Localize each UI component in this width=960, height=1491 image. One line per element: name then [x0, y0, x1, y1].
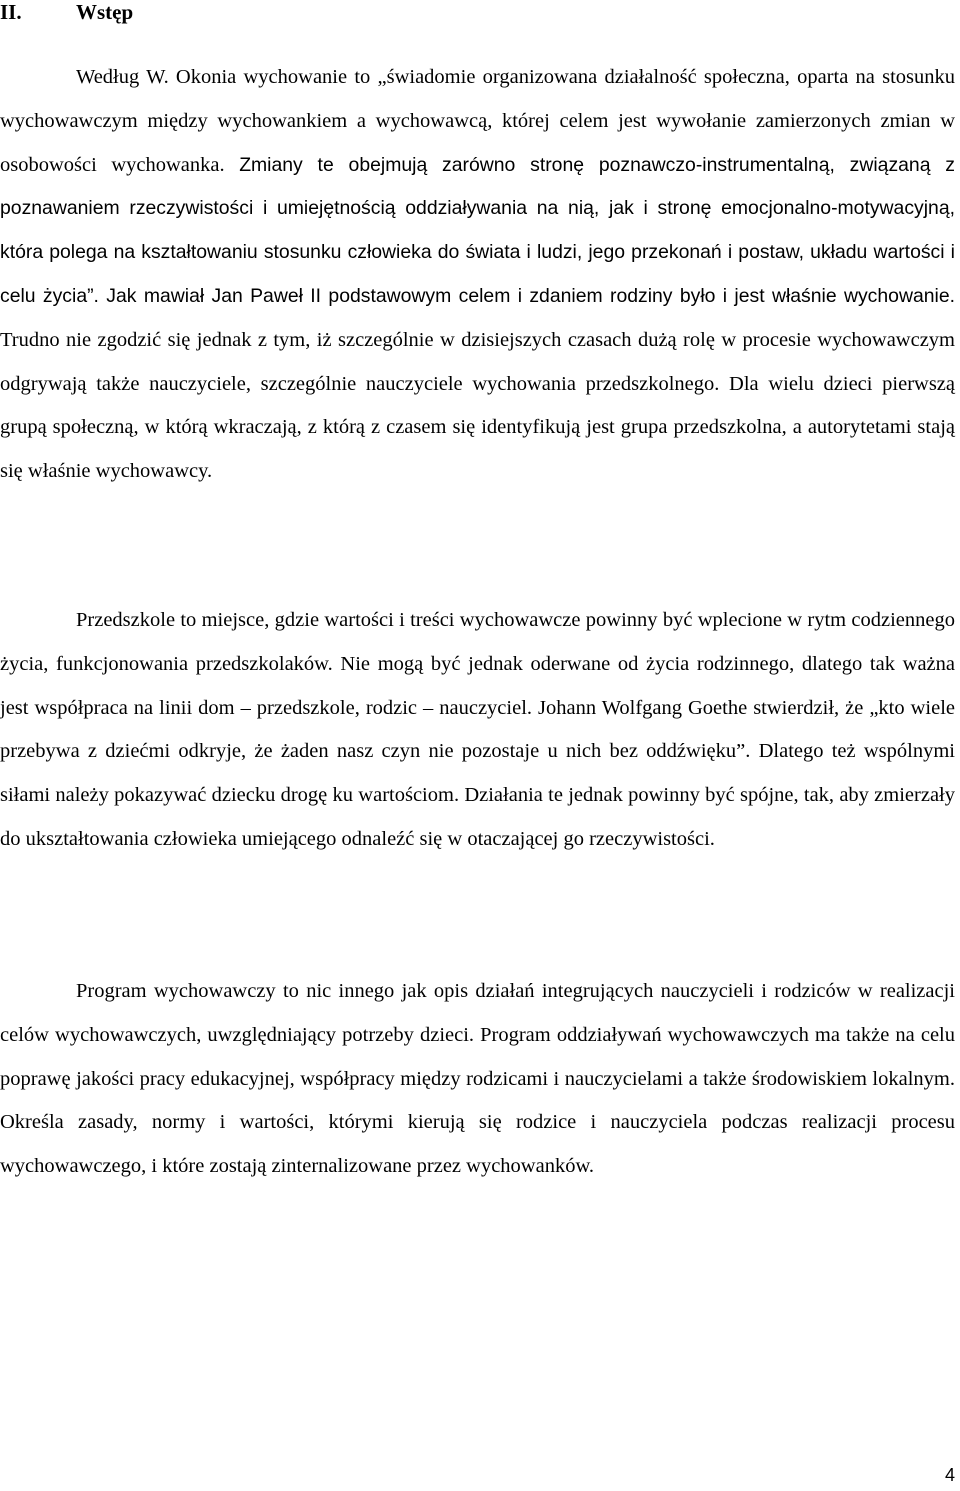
paragraph-1 [0, 56, 955, 494]
paragraph-2: Przedszkole to miejsce, gdzie wartości i treści wychowawcze powinny być wplecione w rytm codziennego życia, funkcjonowania przedszkolaków. Nie mogą być jednak oderwane od życia rodzinnego, dlatego tak ważna jest współpraca na linii dom – przedszkole, rodzic – nauczyciel. Johann Wolfgang Goethe stwierdził, że „kto wiele przebywa z dziećmi odkryje, że żaden nasz czyn nie pozostaje u nich bez oddźwięku”. Dlatego też wspólnymi siłami należy pokazywać dziecku drogę ku wartościom. Działania te jednak powinny być spójne, tak, aby zmierzały do ukształtowania człowieka umiejącego odnaleźć się w otaczającej go rzeczywistości. [0, 609, 955, 850]
paragraph-1-serif-end: Trudno nie zgodzić się jednak z tym, iż szczególnie w dzisiejszych czasach dużą rolę w procesie wychowawczym odgrywają także nauczyciele, szczególnie nauczyciele wychowania przedszkolnego. Dla wielu dzieci pierwszą grupą społeczną, w którą wkraczają, z którą z czasem się identyfikują jest grupa przedszkolna, a autorytetami stają się właśnie wychowawcy. [0, 328, 955, 483]
page-number: 4 [944, 1465, 955, 1485]
paragraph-1-serif-start: Według W. Okonia wychowanie to „świadomie organizowana działalność społeczna, oparta na stosunku wychowawczym między wychowankiem a wychowawcą, której celem jest wywołanie zamierzonych zmian w osobowości wychowanka. [0, 66, 955, 176]
paragraph-3: Program wychowawczy to nic innego jak opis działań integrujących nauczycieli i rodziców w realizacji celów wychowawczych, uwzględniający potrzeby dzieci. Program oddziaływań wychowawczych ma także na celu poprawę jakości pracy edukacyjnej, współpracy między rodzicami i nauczycielami a także środowiskiem lokalnym. Określa zasady, normy i wartości, którymi kierują się rodzice i nauczyciela podczas realizacji procesu wychowawczego, i które zostają zinternalizowane przez wychowanków. [0, 980, 955, 1178]
paragraph-1-sans-part: Zmiany te obejmują zarówno stronę poznawczo-instrumentalną, związaną z poznawaniem rzeczywistości i umiejętnością oddziaływania na nią, jak i stronę emocjonalno-motywacyjną, która polega na kształtowaniu stosunku człowieka do świata i ludzi, jego przekonań i postaw, układu wartości i celu życia”. Jak mawiał Jan Paweł II podstawowym celem i zdaniem rodziny było i jest właśnie wychowanie. [0, 153, 956, 307]
section-heading [0, 0, 133, 30]
section-title: Wstęp [76, 0, 134, 24]
section-number: II. [0, 0, 22, 24]
